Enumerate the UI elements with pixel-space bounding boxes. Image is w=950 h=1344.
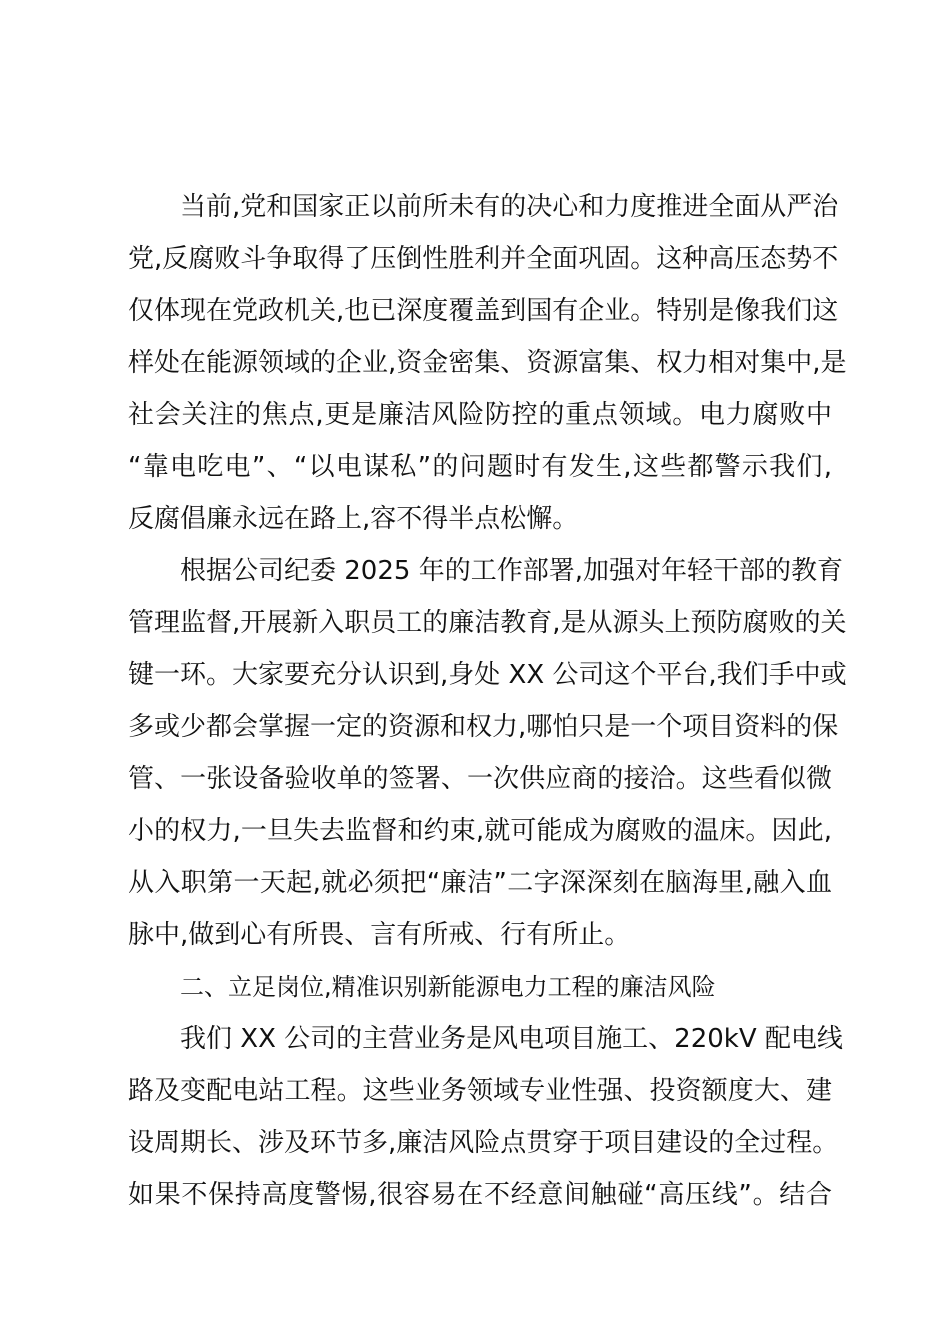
text-line: 管、一张设备验收单的签署、一次供应商的接洽。这些看似微	[128, 764, 832, 794]
document-body	[128, 181, 847, 1221]
text-line: “靠电吃电”、“以电谋私”的问题时有发生,这些都警示我们,	[128, 452, 832, 482]
text-line: 仅体现在党政机关,也已深度覆盖到国有企业。特别是像我们这	[128, 296, 839, 326]
text-line: 设周期长、涉及环节多,廉洁风险点贯穿于项目建设的全过程。	[128, 1128, 839, 1158]
text-line: 根据公司纪委 2025 年的工作部署,加强对年轻干部的教育	[180, 556, 843, 586]
paragraph-intro	[128, 181, 847, 545]
text-line: 我们 XX 公司的主营业务是风电项目施工、220kV 配电线	[180, 1024, 843, 1054]
text-line: 反腐倡廉永远在路上,容不得半点松懈。	[128, 504, 579, 534]
text-line: 如果不保持高度警惕,很容易在不经意间触碰“高压线”。结合	[128, 1180, 832, 1210]
paragraph-deployment	[128, 545, 847, 961]
text-line: 党,反腐败斗争取得了压倒性胜利并全面巩固。这种高压态势不	[128, 244, 839, 274]
text-line: 多或少都会掌握一定的资源和权力,哪怕只是一个项目资料的保	[128, 712, 839, 742]
text-line: 管理监督,开展新入职员工的廉洁教育,是从源头上预防腐败的关	[128, 608, 847, 638]
text-line: 从入职第一天起,就必须把“廉洁”二字深深刻在脑海里,融入血	[128, 868, 832, 898]
text-line: 键一环。大家要充分认识到,身处 XX 公司这个平台,我们手中或	[128, 660, 847, 690]
section-heading-text: 二、立足岗位,精准识别新能源电力工程的廉洁风险	[180, 973, 716, 1001]
text-line: 路及变配电站工程。这些业务领域专业性强、投资额度大、建	[128, 1076, 832, 1106]
paragraph-business	[128, 1013, 843, 1221]
text-line: 小的权力,一旦失去监督和约束,就可能成为腐败的温床。因此,	[128, 816, 832, 846]
section-heading	[128, 961, 832, 1013]
text-line: 社会关注的焦点,更是廉洁风险防控的重点领域。电力腐败中	[128, 400, 832, 430]
text-line: 脉中,做到心有所畏、言有所戒、行有所止。	[128, 920, 631, 950]
text-line: 样处在能源领域的企业,资金密集、资源富集、权力相对集中,是	[128, 348, 847, 378]
text-line: 当前,党和国家正以前所未有的决心和力度推进全面从严治	[180, 192, 839, 222]
